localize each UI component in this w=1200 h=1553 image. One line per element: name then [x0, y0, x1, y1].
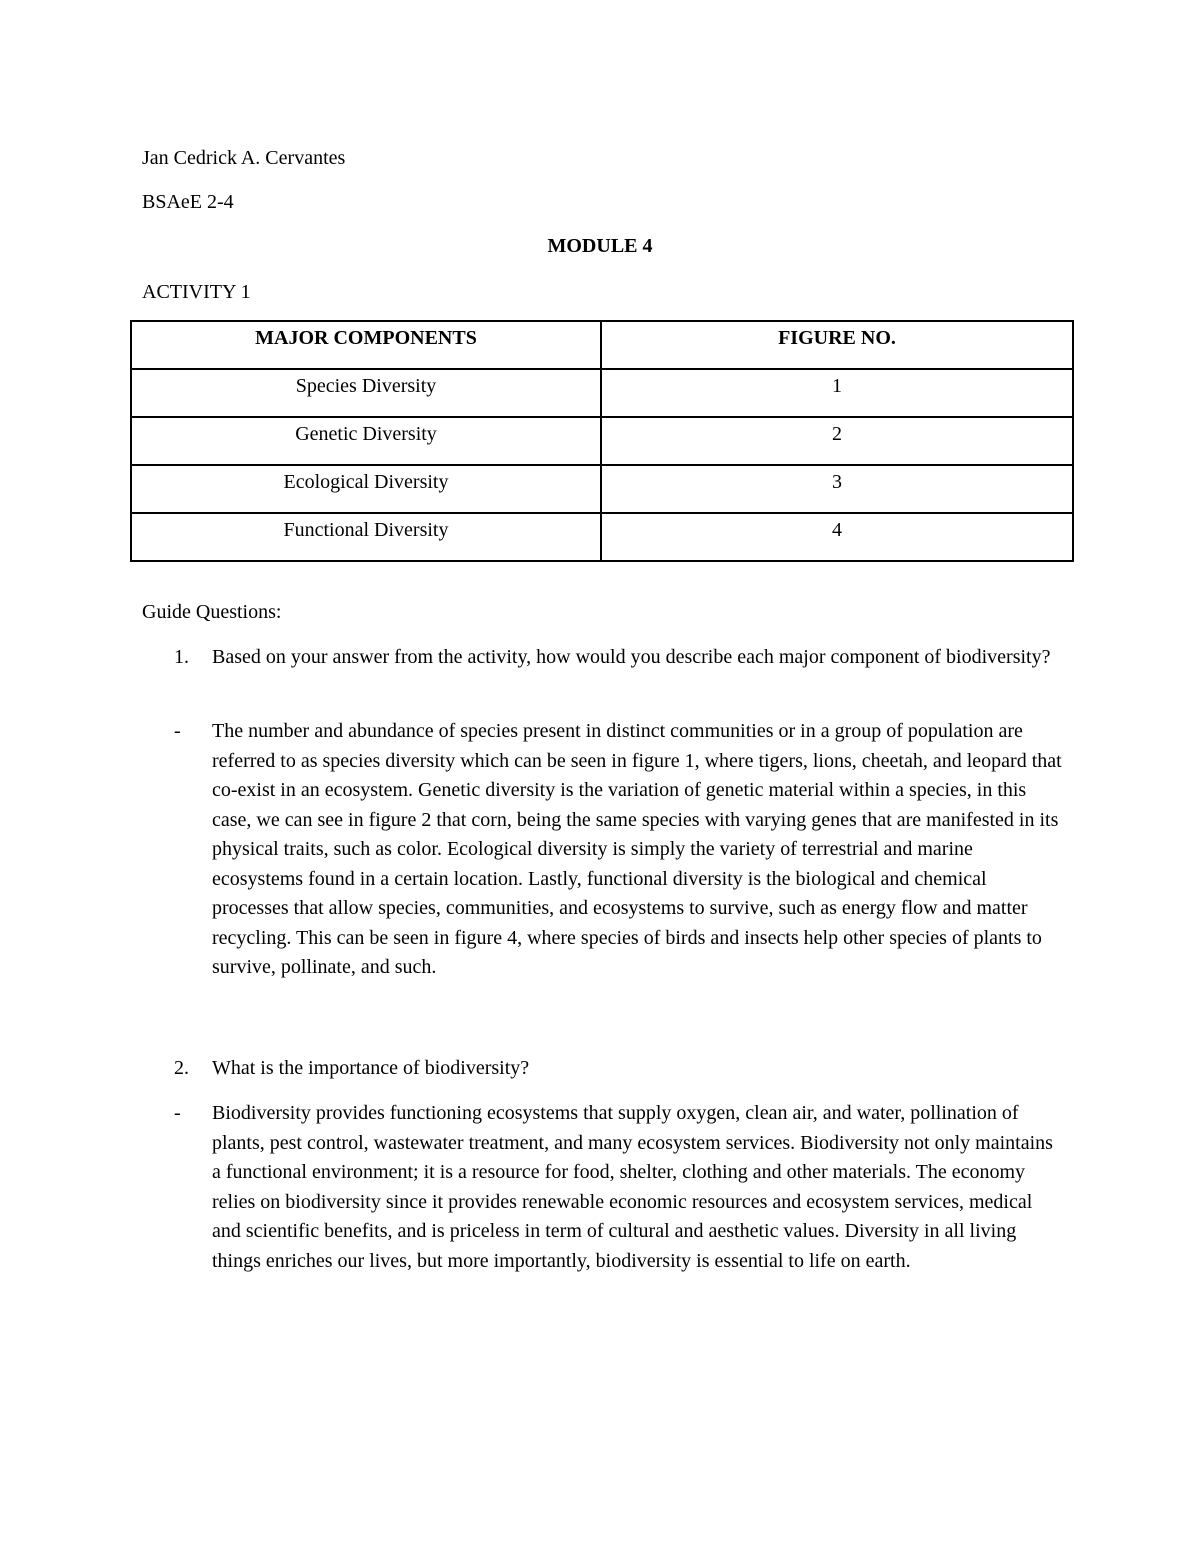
- question-2-text: What is the importance of biodiversity?: [212, 1057, 530, 1079]
- table-cell-figure: 2: [601, 417, 1073, 465]
- answer-2-text: Biodiversity provides functioning ecosystems that supply oxygen, clean air, and water, pollination of plants, pest control, wastewater treatment, and many ecosystem services. Biodiversity not only maintains a functional environment; it is a resource for food, shelter, clothing and other materials. The economy relies on biodiversity since it provides renewable economic resources and ecosystem services, medical and scientific benefits, and is priceless in term of cultural and aesthetic values. Diversity in all living things enriches our lives, but more importantly, biodiversity is essential to life on earth.: [212, 1102, 1053, 1272]
- table-cell-component: Functional Diversity: [131, 513, 601, 561]
- table-row: [131, 465, 1073, 513]
- question-1-text: Based on your answer from the activity, how would you describe each major component of biodiversity?: [212, 646, 1051, 668]
- student-name: Jan Cedrick A. Cervantes: [142, 147, 346, 169]
- table-header-figure: FIGURE NO.: [601, 321, 1073, 369]
- table-cell-component: Genetic Diversity: [131, 417, 601, 465]
- answer-2-marker: -: [174, 1102, 181, 1124]
- answer-2: [174, 1099, 1064, 1276]
- student-section: BSAeE 2-4: [142, 191, 234, 213]
- table-cell-figure: 3: [601, 465, 1073, 513]
- answer-1-marker: -: [174, 720, 181, 742]
- table-row: [131, 417, 1073, 465]
- table-row: [131, 513, 1073, 561]
- module-title: MODULE 4: [547, 235, 653, 257]
- question-2: [174, 1054, 1062, 1084]
- table-row: [131, 369, 1073, 417]
- major-components-table: [130, 320, 1074, 562]
- activity-title: ACTIVITY 1: [142, 281, 251, 303]
- answer-1-text: The number and abundance of species present in distinct communities or in a group of population are referred to as species diversity which can be seen in figure 1, where tigers, lions, cheetah, and leopard that co-exist in an ecosystem. Genetic diversity is the variation of genetic material within a species, in this case, we can see in figure 2 that corn, being the same species with varying genes that are manifested in its physical traits, such as color. Ecological diversity is simply the variety of terrestrial and marine ecosystems found in a certain location. Lastly, functional diversity is the biological and chemical processes that allow species, communities, and ecosystems to survive, such as energy flow and matter recycling. This can be seen in figure 4, where species of birds and insects help other species of plants to survive, pollinate, and such.: [212, 720, 1062, 978]
- guide-questions-title: Guide Questions:: [142, 601, 282, 623]
- question-1-marker: 1.: [174, 646, 189, 668]
- table-header-row: [131, 321, 1073, 369]
- table-cell-component: Species Diversity: [131, 369, 601, 417]
- table-cell-component: Ecological Diversity: [131, 465, 601, 513]
- table-cell-figure: 4: [601, 513, 1073, 561]
- question-2-marker: 2.: [174, 1057, 189, 1079]
- table-header-components: MAJOR COMPONENTS: [131, 321, 601, 369]
- table-cell-figure: 1: [601, 369, 1073, 417]
- answer-1: [174, 717, 1064, 983]
- question-1: [174, 643, 1062, 673]
